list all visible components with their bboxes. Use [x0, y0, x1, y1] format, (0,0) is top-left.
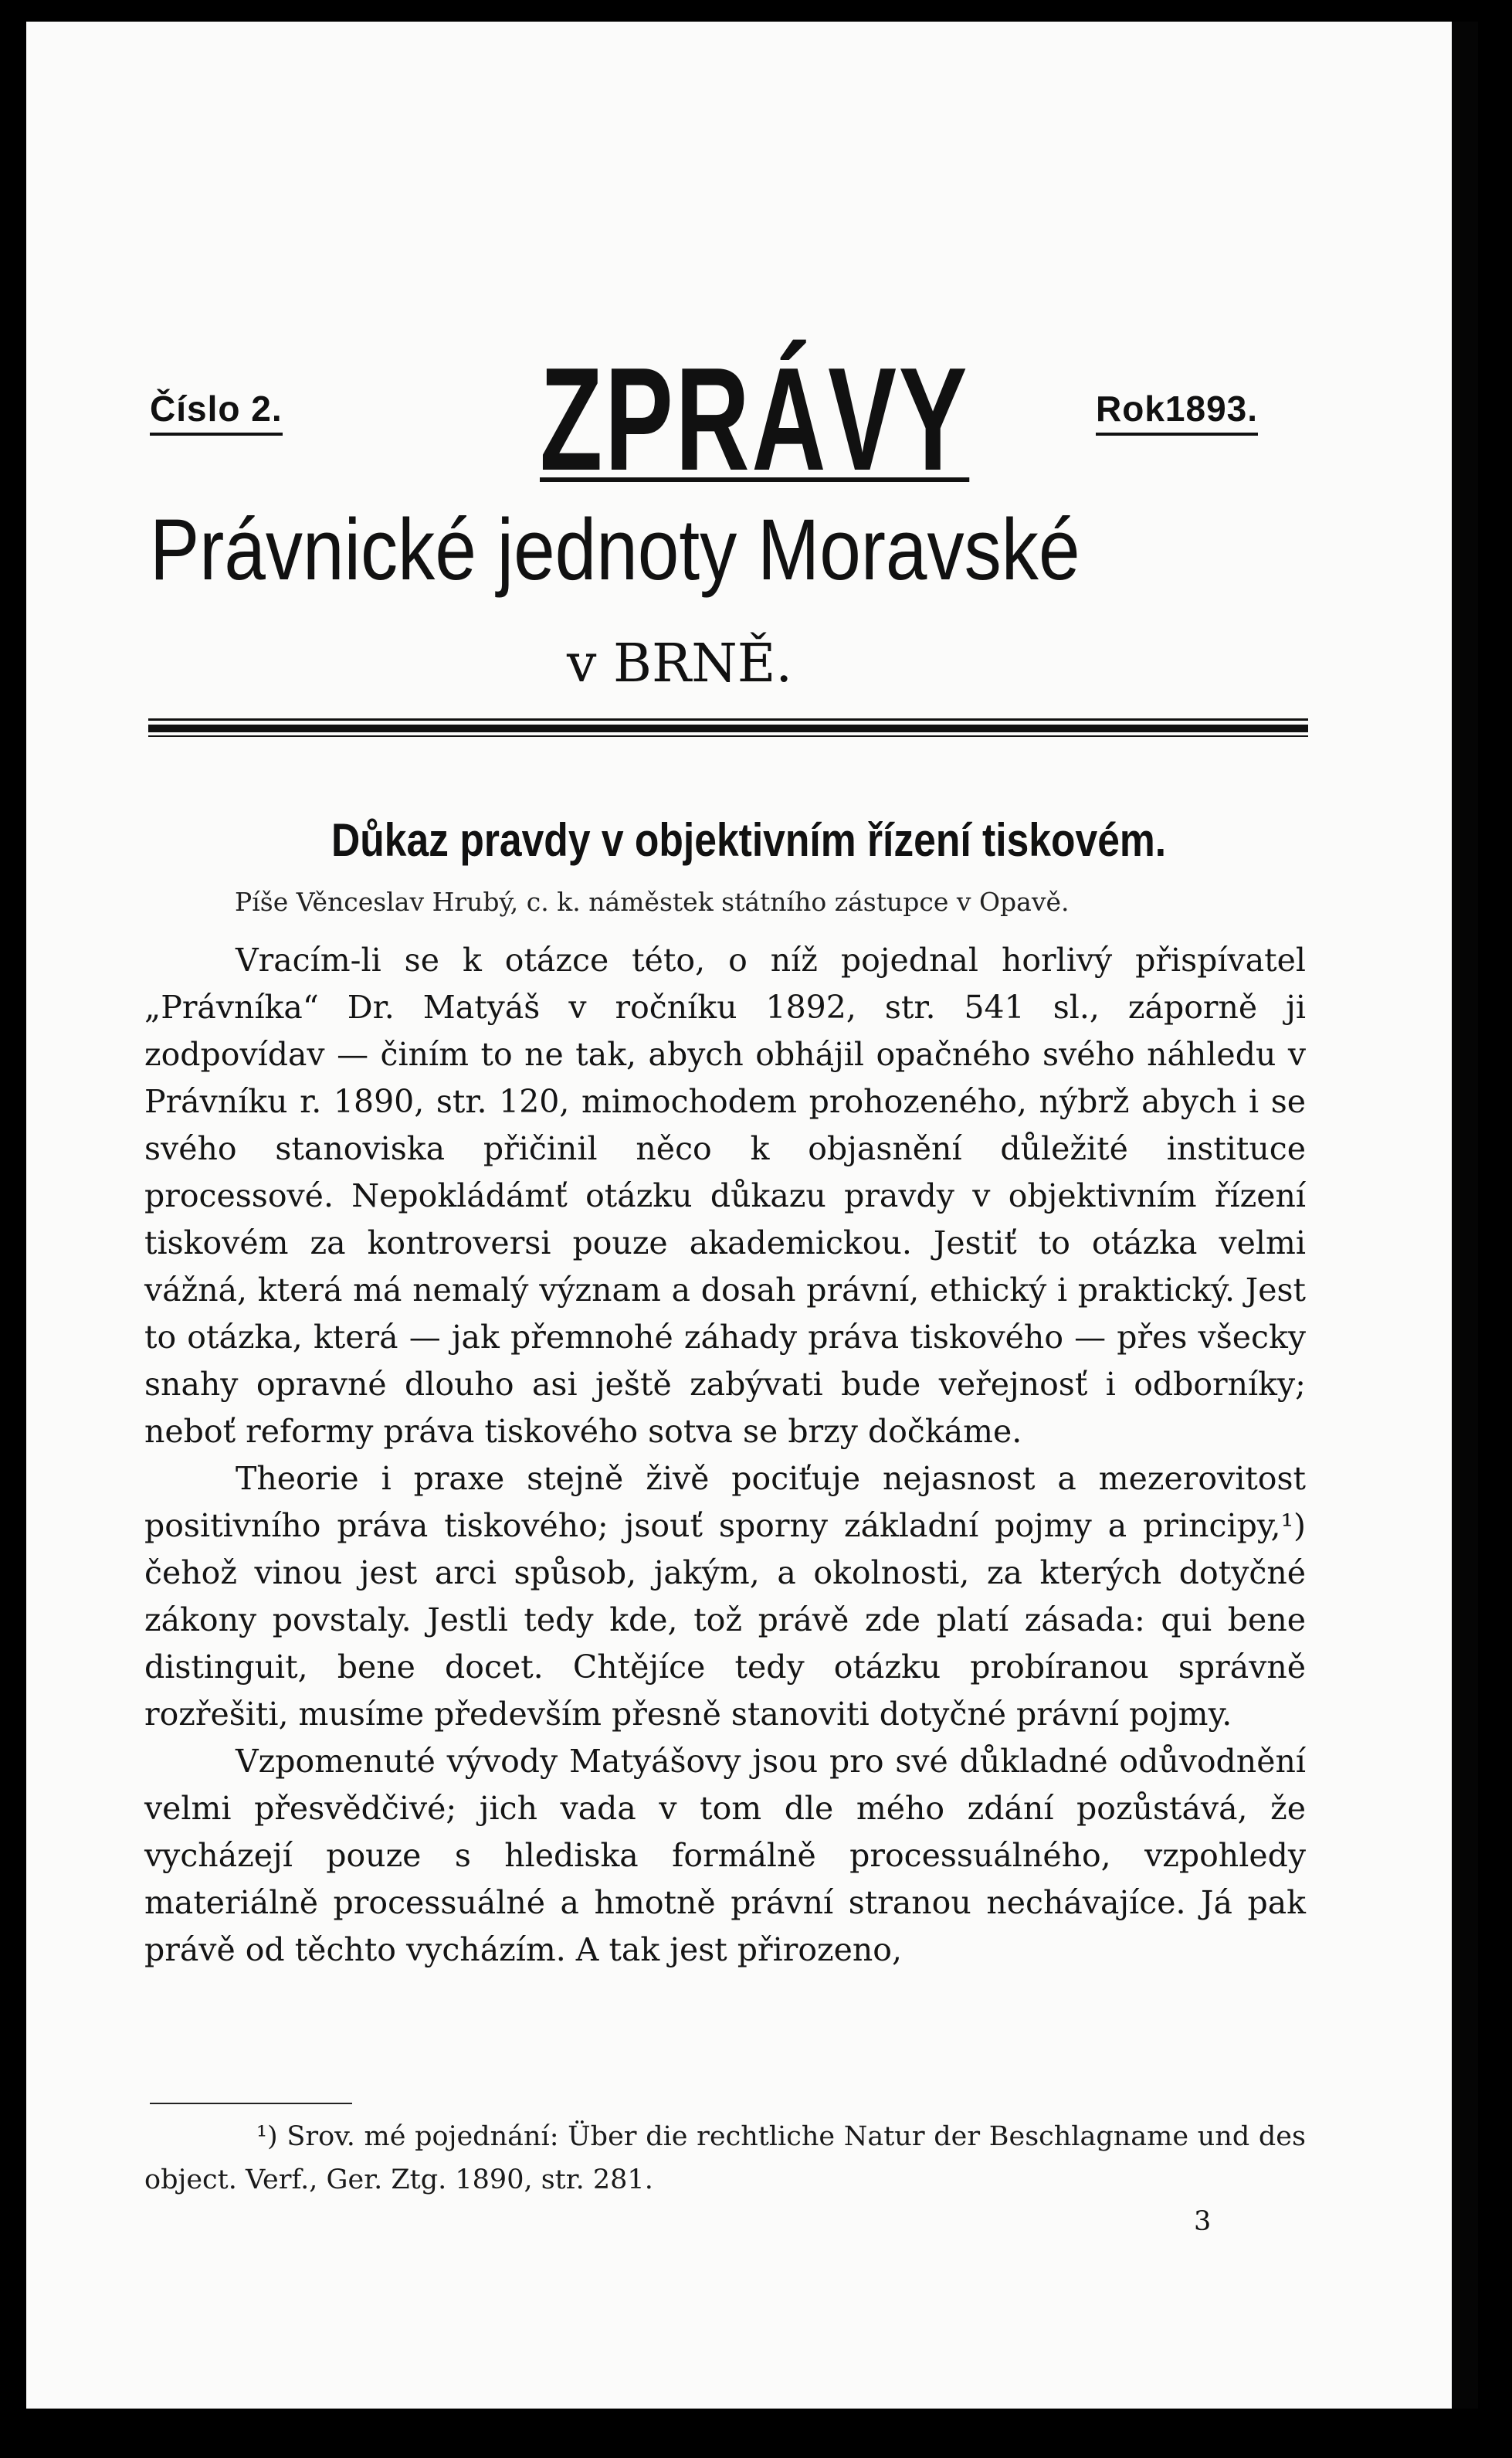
header-rule-thick [148, 725, 1308, 732]
masthead-city: v BRNĚ. [567, 633, 792, 694]
paragraph: Vracím-li se k otázce této, o níž pojednal horlivý přispívatel „Právníka“ Dr. Matyáš v ročníku 1892, str. 541 sl., záporně ji zodpovídav — činím to ne tak, abych obhájil opačného svého náhledu v Právníku r. 1890, str. 120, mimochodem prohozeného, nýbrž abych i se svého stanoviska přičinil něco k objasnění důležité instituce processové. Nepokládámť otázku důkazu pravdy v objektivním řízení tiskovém za kontroversi pouze akademickou. Jestiť to otázka velmi vážná, která má nemalý význam a dosah právní, ethický i praktický. Jest to otázka, která — jak přemnohé záhady práva tiskového — přes všecky snahy opravné dlouho asi ještě zabývati bude veřejnosť i odborníky; neboť reformy práva tiskového sotva se brzy dočkáme. [144, 942, 1306, 1450]
paragraph: Theorie i praxe stejně živě pociťuje nejasnost a mezerovitost positivního práva tiskového; jsouť sporny základní pojmy a principy,¹) čehož vinou jest arci spůsob, jakým, a okolnosti, za kterých dotyčné zákony povstaly. Jestli tedy kde, tož právě zde platí zásada: qui bene distinguit, bene docet. Chtějíce tedy otázku probíranou správně rozřešiti, musíme především přesně stanoviti dotyčné právní pojmy. [144, 1460, 1306, 1733]
header-rule-lower [148, 735, 1308, 737]
header-rule [148, 718, 1308, 721]
paragraph: Vzpomenuté vývody Matyášovy jsou pro své důkladné odůvodnění velmi přesvědčivé; jich vada v tom dle mého zdání pozůstává, že vycházejí pouze s hlediska formálně processuálného, vzpohledy materiálně processuálné a hmotně právní stranou nechávajíce. Já pak právě od těchto vycházím. A tak jest přirozeno, [144, 1743, 1306, 1968]
footnote-rule [150, 2103, 352, 2104]
article-title: Důkaz pravdy v objektivním řízení tiskovém. [331, 814, 1167, 866]
footnote [144, 2115, 1306, 2202]
page [26, 22, 1478, 2409]
footnote-text: ¹) Srov. mé pojednání: Über die rechtliche Natur der Beschlagname und des object. Verf., Ger. Ztg. 1890, str. 281. [144, 2121, 1306, 2195]
masthead-subtitle: Právnické jednoty Moravské [150, 501, 1080, 598]
masthead-title: ZPRÁVY [540, 338, 970, 501]
article-byline: Píše Věnceslav Hrubý, c. k. náměstek státního zástupce v Opavě. [235, 887, 1070, 917]
scan-edge [1452, 22, 1478, 2409]
year-label: Rok1893. [1096, 391, 1258, 436]
page-number: 3 [1194, 2206, 1212, 2237]
issue-number: Číslo 2. [150, 391, 283, 436]
article-body [144, 937, 1306, 1974]
